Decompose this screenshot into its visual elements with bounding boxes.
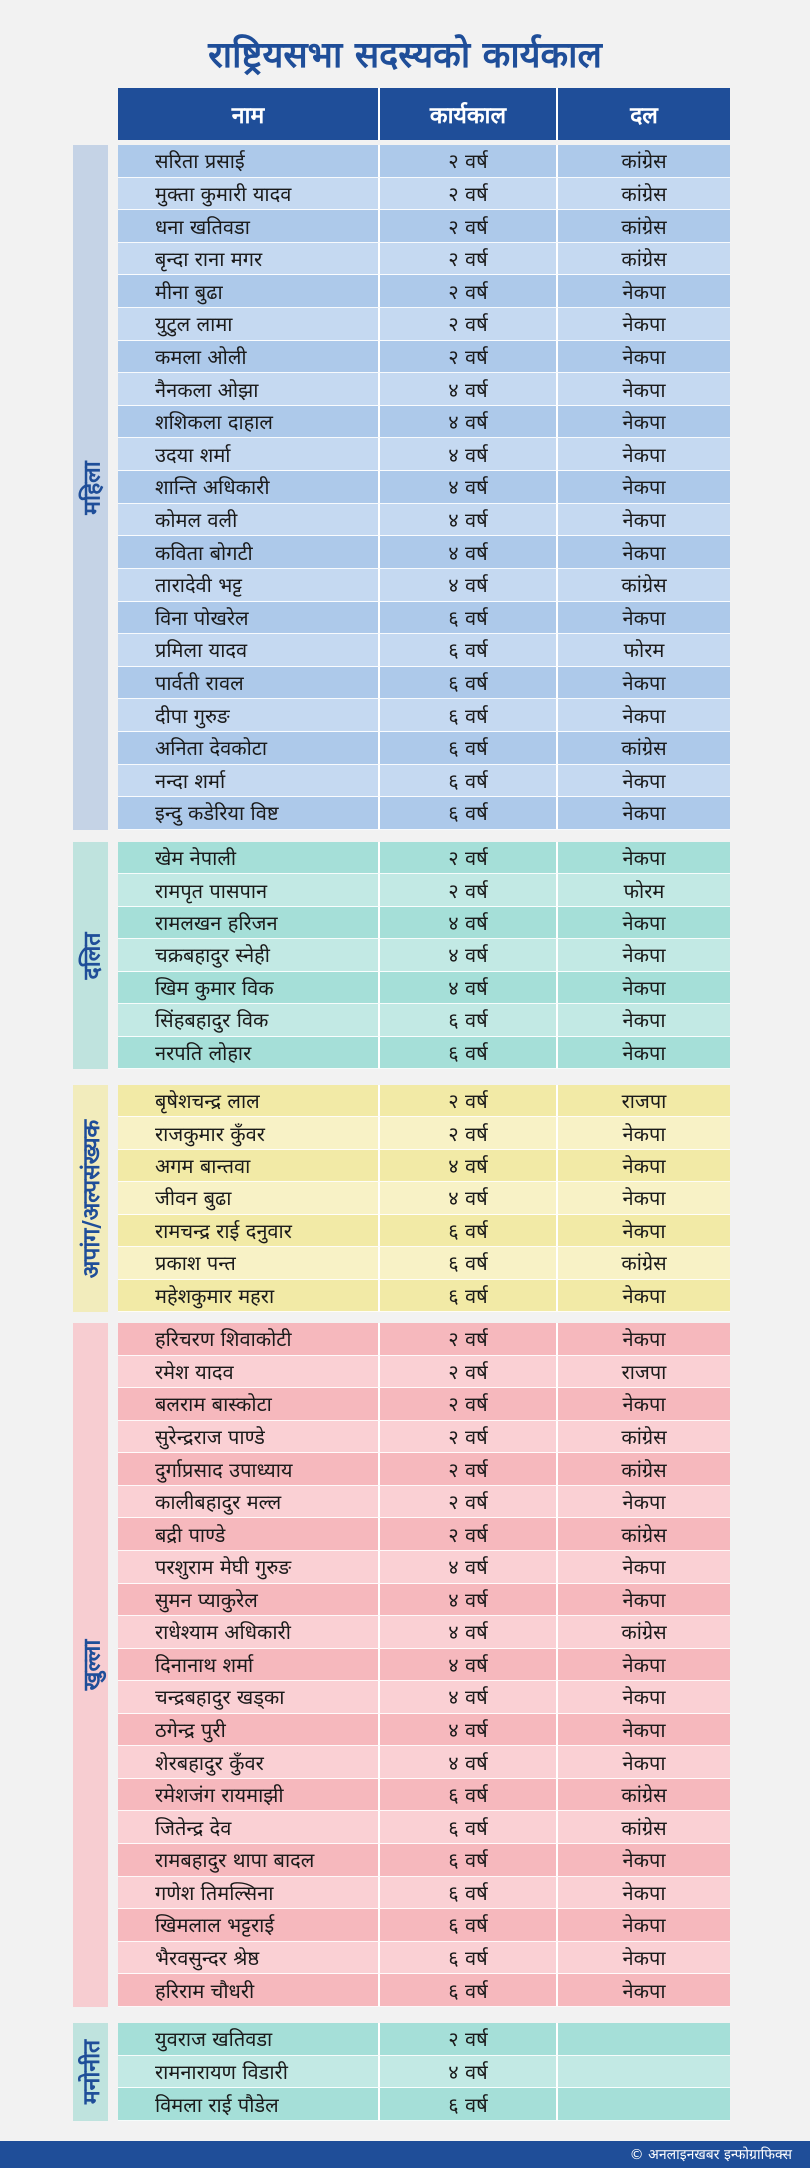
- table-row: [118, 1518, 730, 1551]
- section-label-text: दलित: [79, 932, 106, 979]
- header-term: कार्यकाल: [380, 88, 558, 140]
- table-row: [118, 1421, 730, 1454]
- cell-term: २ वर्ष: [380, 275, 558, 307]
- cell-name: शशिकला दाहाल: [118, 406, 380, 438]
- table-row: [118, 1974, 730, 2007]
- table-header: [118, 88, 730, 140]
- table-row: [118, 874, 730, 906]
- table-row: [118, 1681, 730, 1714]
- cell-term: २ वर्ष: [380, 1486, 558, 1518]
- cell-party: [558, 2056, 730, 2088]
- cell-party: कांग्रेस: [621, 573, 667, 598]
- table-row: [118, 1453, 730, 1486]
- cell-party: नेकपा: [622, 1218, 666, 1243]
- cell-name: विमला राई पौडेल: [118, 2088, 380, 2120]
- table-row: [118, 504, 730, 537]
- cell-term: २ वर्ष: [380, 1085, 558, 1116]
- table-row: [118, 1746, 730, 1779]
- cell-name: सुमन प्याकुरेल: [118, 1584, 380, 1616]
- cell-term: २ वर्ष: [380, 210, 558, 242]
- cell-name: दिनानाथ शर्मा: [118, 1649, 380, 1681]
- section-label-text: अपांग/अल्पसंख्यक: [79, 1119, 106, 1278]
- table-row: [118, 907, 730, 939]
- cell-name: जीवन बुढा: [118, 1182, 380, 1213]
- cell-party: कांग्रेस: [621, 736, 667, 761]
- section-nominated: [73, 2023, 730, 2121]
- table-row: [118, 699, 730, 732]
- cell-term: ६ वर्ष: [380, 602, 558, 634]
- section-label-dalit: [73, 842, 108, 1069]
- table-row: [118, 373, 730, 406]
- table-row: [118, 667, 730, 700]
- cell-party: नेकपा: [622, 1392, 666, 1417]
- cell-party: राजपा: [621, 1089, 667, 1114]
- cell-party: कांग्रेस: [621, 247, 667, 272]
- section-minority: [73, 1085, 730, 1312]
- cell-party: नेकपा: [622, 605, 666, 630]
- cell-party: नेकपा: [622, 1327, 666, 1352]
- cell-party: फोरम: [623, 878, 665, 903]
- table-row: [118, 1877, 730, 1910]
- cell-name: शान्ति अधिकारी: [118, 471, 380, 503]
- cell-party: नेकपा: [622, 1555, 666, 1580]
- table-row: [118, 178, 730, 211]
- table-row: [118, 1779, 730, 1812]
- table-row: [118, 797, 730, 830]
- cell-name: ठगेन्द्र पुरी: [118, 1714, 380, 1746]
- section-rows: [118, 1085, 730, 1312]
- cell-name: कमला ओली: [118, 341, 380, 373]
- cell-name: हरिचरण शिवाकोटी: [118, 1323, 380, 1355]
- cell-party: नेकपा: [622, 540, 666, 565]
- cell-party: नेकपा: [622, 1186, 666, 1211]
- cell-term: २ वर्ष: [380, 1356, 558, 1388]
- cell-party: नेकपा: [622, 1490, 666, 1515]
- cell-party: कांग्रेस: [621, 1522, 667, 1547]
- cell-name: बलराम बास्कोटा: [118, 1388, 380, 1420]
- cell-term: ६ वर्ष: [380, 1844, 558, 1876]
- cell-term: ६ वर्ष: [380, 1877, 558, 1909]
- footer-credit: © अनलाइनखबर इन्फोग्राफिक्स: [0, 2141, 810, 2168]
- cell-term: ६ वर्ष: [380, 667, 558, 699]
- cell-name: कालीबहादुर मल्ल: [118, 1486, 380, 1518]
- table-row: [118, 1150, 730, 1182]
- cell-term: ६ वर्ष: [380, 1811, 558, 1843]
- cell-party: नेकपा: [622, 768, 666, 793]
- table-row: [118, 1037, 730, 1069]
- table-row: [118, 1714, 730, 1747]
- cell-name: अनिता देवकोटा: [118, 732, 380, 764]
- cell-name: रामबहादुर थापा बादल: [118, 1844, 380, 1876]
- cell-name: इन्दु कडेरिया विष्ट: [118, 797, 380, 829]
- cell-party: नेकपा: [622, 1913, 666, 1938]
- cell-name: तारादेवी भट्ट: [118, 569, 380, 601]
- cell-name: परशुराम मेघी गुरुङ: [118, 1551, 380, 1583]
- table-row: [118, 1551, 730, 1584]
- cell-term: ४ वर्ष: [380, 373, 558, 405]
- cell-name: रामनारायण विडारी: [118, 2056, 380, 2088]
- cell-party: नेकपा: [622, 846, 666, 871]
- cell-name: कविता बोगटी: [118, 536, 380, 568]
- table-row: [118, 275, 730, 308]
- cell-party: कांग्रेस: [621, 214, 667, 239]
- cell-term: ६ वर्ष: [380, 1942, 558, 1974]
- table-row: [118, 1486, 730, 1519]
- cell-name: अगम बान्तवा: [118, 1150, 380, 1181]
- section-dalit: [73, 842, 730, 1069]
- cell-party: [558, 2023, 730, 2055]
- table-row: [118, 1182, 730, 1214]
- table-row: [118, 2056, 730, 2089]
- cell-name: कोमल वली: [118, 504, 380, 536]
- table-row: [118, 438, 730, 471]
- cell-name: विना पोखरेल: [118, 602, 380, 634]
- table-row: [118, 732, 730, 765]
- cell-term: ६ वर्ष: [380, 1779, 558, 1811]
- cell-name: खिम कुमार विक: [118, 972, 380, 1003]
- table-row: [118, 536, 730, 569]
- cell-name: नन्दा शर्मा: [118, 765, 380, 797]
- cell-term: ६ वर्ष: [380, 797, 558, 829]
- table-row: [118, 602, 730, 635]
- cell-term: ४ वर्ष: [380, 1681, 558, 1713]
- cell-term: ४ वर्ष: [380, 1746, 558, 1778]
- cell-party: नेकपा: [622, 975, 666, 1000]
- cell-term: ६ वर्ष: [380, 1974, 558, 2006]
- cell-term: ४ वर्ष: [380, 1649, 558, 1681]
- table-row: [118, 1844, 730, 1877]
- section-label-open: [73, 1323, 108, 2007]
- cell-term: २ वर्ष: [380, 243, 558, 275]
- table-row: [118, 145, 730, 178]
- cell-party: राजपा: [621, 1359, 667, 1384]
- table-row: [118, 1004, 730, 1036]
- cell-term: ६ वर्ष: [380, 2088, 558, 2120]
- section-rows: [118, 2023, 730, 2121]
- cell-party: नेकपा: [622, 1750, 666, 1775]
- table-row: [118, 1942, 730, 1975]
- cell-name: सरिता प्रसाई: [118, 145, 380, 177]
- section-label-text: मनोनीत: [79, 2039, 106, 2105]
- cell-term: ४ वर्ष: [380, 2056, 558, 2088]
- cell-term: ४ वर्ष: [380, 1182, 558, 1213]
- cell-party: कांग्रेस: [621, 1815, 667, 1840]
- cell-name: भैरवसुन्दर श्रेष्ठ: [118, 1942, 380, 1974]
- cell-party: नेकपा: [622, 1652, 666, 1677]
- cell-party: नेकपा: [622, 801, 666, 826]
- cell-term: ४ वर्ष: [380, 1714, 558, 1746]
- table-row: [118, 1616, 730, 1649]
- cell-party: कांग्रेस: [621, 181, 667, 206]
- cell-name: पार्वती रावल: [118, 667, 380, 699]
- cell-term: २ वर्ष: [380, 1453, 558, 1485]
- cell-term: २ वर्ष: [380, 874, 558, 905]
- cell-term: ४ वर्ष: [380, 536, 558, 568]
- section-label-minority: [73, 1085, 108, 1312]
- cell-party: नेकपा: [622, 703, 666, 728]
- section-rows: [118, 145, 730, 830]
- cell-party: नेकपा: [622, 1880, 666, 1905]
- cell-party: नेकपा: [622, 1283, 666, 1308]
- cell-name: राधेश्याम अधिकारी: [118, 1616, 380, 1648]
- cell-party: नेकपा: [622, 1008, 666, 1033]
- cell-party: कांग्रेस: [621, 1620, 667, 1645]
- section-open: [73, 1323, 730, 2007]
- cell-party: नेकपा: [622, 1121, 666, 1146]
- cell-party: नेकपा: [622, 344, 666, 369]
- cell-party: नेकपा: [622, 508, 666, 532]
- cell-name: उदया शर्मा: [118, 438, 380, 470]
- cell-term: ६ वर्ष: [380, 1215, 558, 1246]
- table-row: [118, 634, 730, 667]
- table-row: [118, 471, 730, 504]
- cell-party: नेकपा: [622, 442, 666, 467]
- cell-term: ४ वर्ष: [380, 907, 558, 938]
- cell-term: ४ वर्ष: [380, 504, 558, 536]
- cell-term: ६ वर्ष: [380, 1909, 558, 1941]
- table-row: [118, 2088, 730, 2121]
- cell-name: जितेन्द्र देव: [118, 1811, 380, 1843]
- cell-party: कांग्रेस: [621, 1424, 667, 1449]
- cell-term: ४ वर्ष: [380, 438, 558, 470]
- cell-name: खेम नेपाली: [118, 842, 380, 873]
- cell-party: नेकपा: [622, 377, 666, 402]
- cell-name: धना खतिवडा: [118, 210, 380, 242]
- cell-party: [558, 2088, 730, 2120]
- section-rows: [118, 1323, 730, 2007]
- table-row: [118, 243, 730, 276]
- cell-party: नेकपा: [622, 1685, 666, 1710]
- cell-party: नेकपा: [622, 671, 666, 696]
- cell-term: ४ वर्ष: [380, 471, 558, 503]
- cell-term: ६ वर्ष: [380, 1280, 558, 1311]
- cell-term: ४ वर्ष: [380, 1616, 558, 1648]
- cell-term: ४ वर्ष: [380, 1150, 558, 1181]
- page-title: राष्ट्रियसभा सदस्यको कार्यकाल: [208, 35, 602, 76]
- cell-name: मीना बुढा: [118, 275, 380, 307]
- cell-name: राजकुमार कुँवर: [118, 1117, 380, 1148]
- table-row: [118, 1811, 730, 1844]
- section-women: [73, 145, 730, 830]
- cell-party: कांग्रेस: [621, 1783, 667, 1808]
- cell-name: रमेशजंग रायमाझी: [118, 1779, 380, 1811]
- table-row: [118, 569, 730, 602]
- cell-term: ६ वर्ष: [380, 699, 558, 731]
- cell-term: ४ वर्ष: [380, 939, 558, 970]
- cell-name: महेशकुमार महरा: [118, 1280, 380, 1311]
- cell-name: नैनकला ओझा: [118, 373, 380, 405]
- cell-term: ४ वर्ष: [380, 1584, 558, 1616]
- cell-term: ४ वर्ष: [380, 1551, 558, 1583]
- cell-term: ४ वर्ष: [380, 569, 558, 601]
- table-row: [118, 1356, 730, 1389]
- cell-party: नेकपा: [622, 1154, 666, 1179]
- table-row: [118, 1247, 730, 1279]
- section-label-nominated: [73, 2023, 108, 2121]
- cell-party: कांग्रेस: [621, 1251, 667, 1276]
- cell-name: प्रकाश पन्त: [118, 1247, 380, 1278]
- cell-name: चन्द्रबहादुर खड्का: [118, 1681, 380, 1713]
- cell-name: बृषेशचन्द्र लाल: [118, 1085, 380, 1116]
- table-row: [118, 341, 730, 374]
- cell-name: रामचन्द्र राई दनुवार: [118, 1215, 380, 1246]
- section-rows: [118, 842, 730, 1069]
- table-row: [118, 406, 730, 439]
- cell-party: नेकपा: [622, 410, 666, 435]
- cell-term: ६ वर्ष: [380, 1037, 558, 1068]
- cell-party: नेकपा: [622, 1040, 666, 1065]
- cell-name: रमेश यादव: [118, 1356, 380, 1388]
- cell-term: २ वर्ष: [380, 1388, 558, 1420]
- cell-term: ६ वर्ष: [380, 732, 558, 764]
- cell-term: ४ वर्ष: [380, 406, 558, 438]
- cell-term: २ वर्ष: [380, 1518, 558, 1550]
- cell-party: नेकपा: [622, 1848, 666, 1873]
- cell-term: २ वर्ष: [380, 1323, 558, 1355]
- header-party: दल: [630, 103, 658, 129]
- table-row: [118, 1909, 730, 1942]
- cell-name: सुरेन्द्रराज पाण्डे: [118, 1421, 380, 1453]
- table-row: [118, 1117, 730, 1149]
- table-row: [118, 972, 730, 1004]
- cell-name: सिंहबहादुर विक: [118, 1004, 380, 1035]
- cell-name: हरिराम चौधरी: [118, 1974, 380, 2006]
- cell-term: २ वर्ष: [380, 308, 558, 340]
- table-row: [118, 939, 730, 971]
- header-name: नाम: [118, 88, 380, 140]
- cell-name: बद्री पाण्डे: [118, 1518, 380, 1550]
- cell-term: ४ वर्ष: [380, 972, 558, 1003]
- cell-party: नेकपा: [622, 1978, 666, 2003]
- cell-name: प्रमिला यादव: [118, 634, 380, 666]
- cell-term: २ वर्ष: [380, 842, 558, 873]
- table-row: [118, 765, 730, 798]
- cell-name: चक्रबहादुर स्नेही: [118, 939, 380, 970]
- cell-party: कांग्रेस: [621, 1457, 667, 1482]
- table-row: [118, 1280, 730, 1312]
- cell-party: फोरम: [623, 638, 665, 663]
- table-row: [118, 1085, 730, 1117]
- table-row: [118, 210, 730, 243]
- cell-term: ६ वर्ष: [380, 1004, 558, 1035]
- cell-party: नेकपा: [622, 475, 666, 500]
- table-row: [118, 1215, 730, 1247]
- cell-party: नेकपा: [622, 1718, 666, 1743]
- cell-name: खिमलाल भट्टराई: [118, 1909, 380, 1941]
- table-row: [118, 1649, 730, 1682]
- table-row: [118, 2023, 730, 2056]
- table-row: [118, 1388, 730, 1421]
- cell-term: २ वर्ष: [380, 178, 558, 210]
- table-row: [118, 842, 730, 874]
- cell-name: शेरबहादुर कुँवर: [118, 1746, 380, 1778]
- cell-term: २ वर्ष: [380, 341, 558, 373]
- section-label-text: खुल्ला: [79, 1639, 106, 1691]
- cell-term: २ वर्ष: [380, 145, 558, 177]
- cell-name: बृन्दा राना मगर: [118, 243, 380, 275]
- cell-party: नेकपा: [622, 279, 666, 304]
- cell-party: नेकपा: [622, 911, 666, 936]
- cell-name: युवराज खतिवडा: [118, 2023, 380, 2055]
- cell-name: रामलखन हरिजन: [118, 907, 380, 938]
- table-row: [118, 1584, 730, 1617]
- cell-party: नेकपा: [622, 1587, 666, 1612]
- cell-party: नेकपा: [622, 943, 666, 968]
- cell-name: गणेश तिमल्सिना: [118, 1877, 380, 1909]
- cell-term: ६ वर्ष: [380, 765, 558, 797]
- cell-name: नरपति लोहार: [118, 1037, 380, 1068]
- cell-name: युटुल लामा: [118, 308, 380, 340]
- cell-name: मुक्ता कुमारी यादव: [118, 178, 380, 210]
- cell-party: नेकपा: [622, 312, 666, 337]
- cell-term: २ वर्ष: [380, 1117, 558, 1148]
- cell-term: ६ वर्ष: [380, 634, 558, 666]
- table-row: [118, 308, 730, 341]
- section-label-text: महिला: [79, 460, 106, 515]
- cell-name: दुर्गाप्रसाद उपाध्याय: [118, 1453, 380, 1485]
- cell-name: रामपृत पासपान: [118, 874, 380, 905]
- cell-party: नेकपा: [622, 1945, 666, 1970]
- cell-term: ६ वर्ष: [380, 1247, 558, 1278]
- table-row: [118, 1323, 730, 1356]
- cell-name: दीपा गुरुङ: [118, 699, 380, 731]
- cell-term: २ वर्ष: [380, 2023, 558, 2055]
- cell-term: २ वर्ष: [380, 1421, 558, 1453]
- cell-party: कांग्रेस: [621, 149, 667, 174]
- section-label-women: [73, 145, 108, 830]
